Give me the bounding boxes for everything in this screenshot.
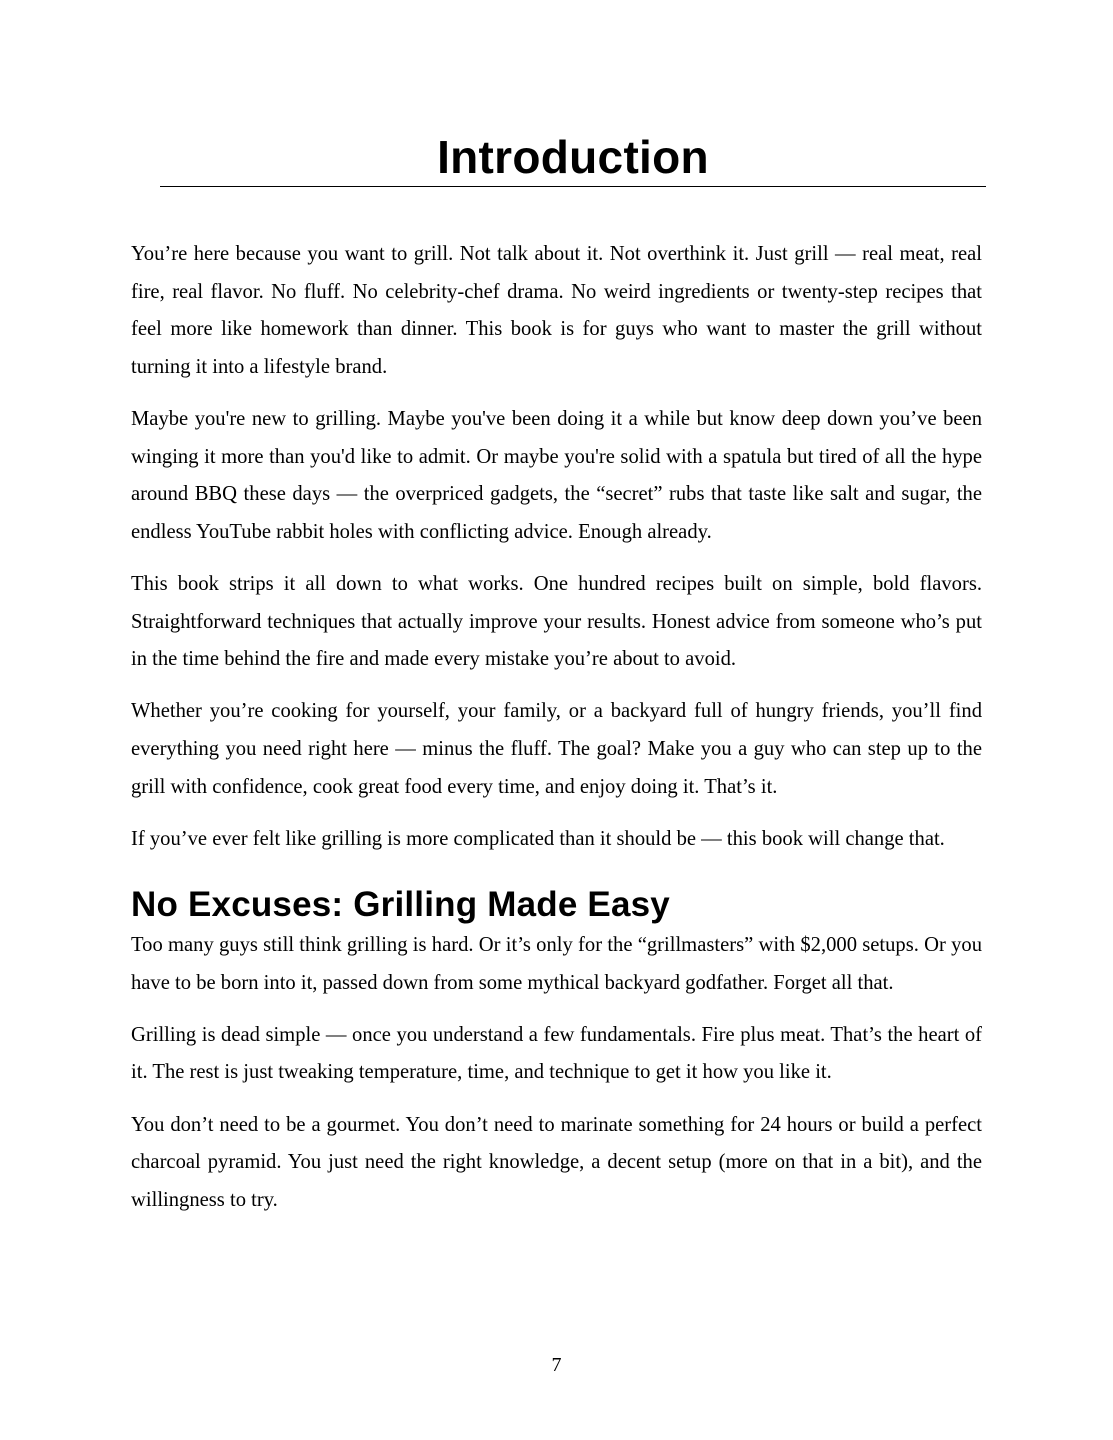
intro-body [131, 236, 982, 858]
intro-paragraph-1: You’re here because you want to grill. Not talk about it. Not overthink it. Just grill — real meat, real fire, real flavor. No fluff. No celebrity-chef drama. No weird ingredients or twenty-step recipes that feel more like homework than dinner. This book is for guys who want to master the grill without turning it into a lifestyle brand. [131, 243, 982, 378]
intro-paragraph-2: Maybe you're new to grilling. Maybe you've been doing it a while but know deep down you’ve been winging it more than you'd like to admit. Or maybe you're solid with a spatula but tired of all the hype around BBQ these days — the overpriced gadgets, the “secret” rubs that taste like salt and sugar, the endless YouTube rabbit holes with conflicting advice. Enough already. [131, 407, 982, 543]
title-divider [160, 186, 986, 187]
chapter-title: Introduction [437, 131, 709, 183]
page-number: 7 [551, 1354, 562, 1376]
section-paragraph-3: You don’t need to be a gourmet. You don’t need to marinate something for 24 hours or build a perfect charcoal pyramid. You just need the right knowledge, a decent setup (more on that in a bit), and the willingness to try. [131, 1113, 982, 1211]
section-heading: No Excuses: Grilling Made Easy [131, 885, 670, 924]
intro-paragraph-3: This book strips it all down to what works. One hundred recipes built on simple, bold flavors. Straightforward techniques that actually improve your results. Honest advice from someone who’s put in the time behind the fire and made every mistake you’re about to avoid. [131, 572, 982, 671]
intro-paragraph-4: Whether you’re cooking for yourself, your family, or a backyard full of hungry friends, you’ll find everything you need right here — minus the fluff. The goal? Make you a guy who can step up to the grill with confidence, cook great food every time, and enjoy doing it. That’s it. [131, 700, 982, 798]
intro-paragraph-5: If you’ve ever felt like grilling is more complicated than it should be — this book will change that. [131, 827, 945, 850]
section-paragraph-1: Too many guys still think grilling is hard. Or it’s only for the “grillmasters” with $2,000 setups. Or you have to be born into it, passed down from some mythical backyard godfather. Forget all that. [131, 934, 982, 994]
section-paragraph-2: Grilling is dead simple — once you understand a few fundamentals. Fire plus meat. That’s the heart of it. The rest is just tweaking temperature, time, and technique to get it how you like it. [131, 1023, 982, 1084]
section-body [131, 927, 982, 1219]
